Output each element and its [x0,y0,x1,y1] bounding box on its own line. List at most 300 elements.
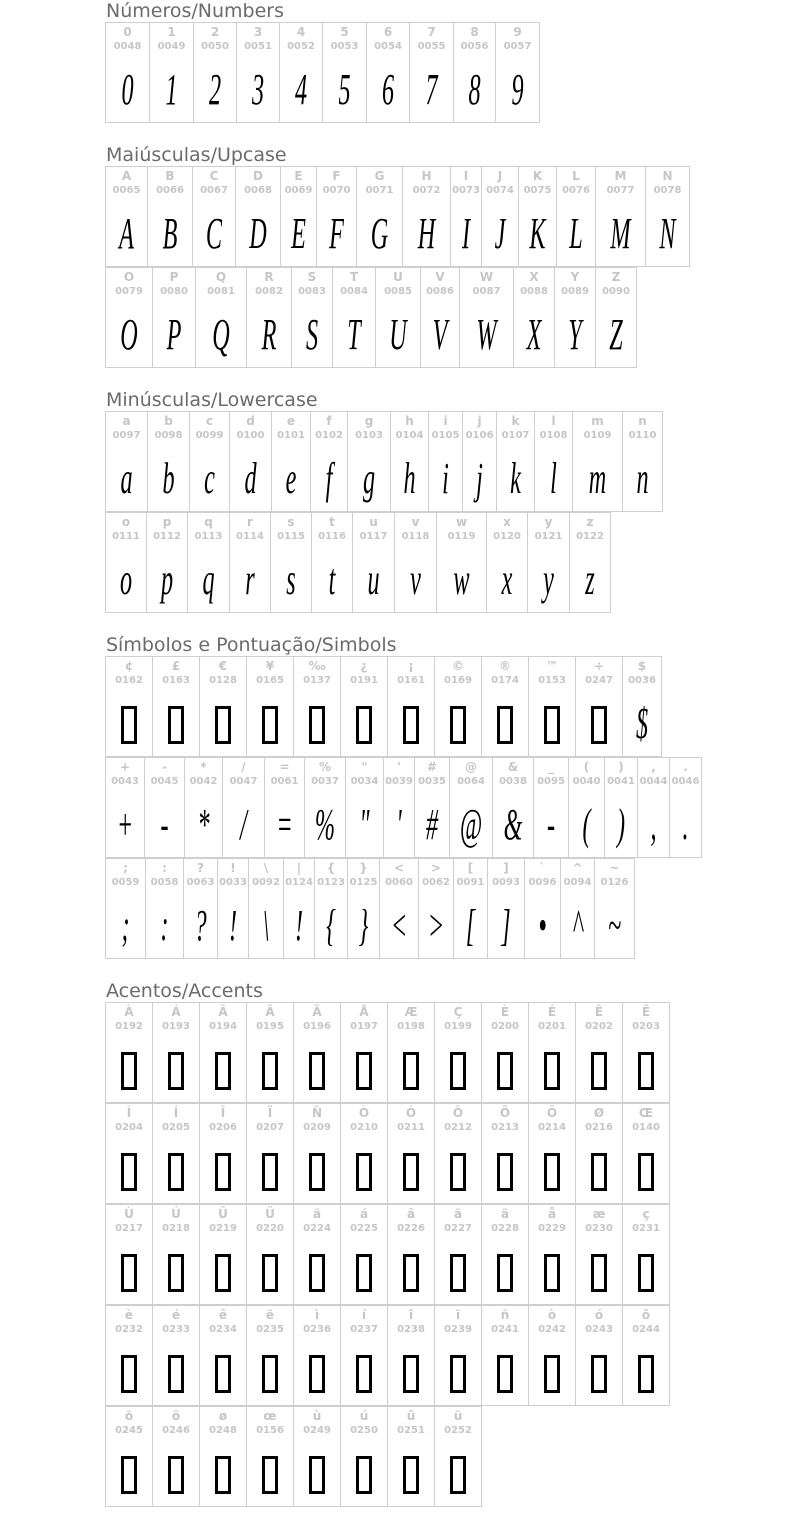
glyph-sample: 9 [511,65,524,114]
glyph-cell [199,1204,247,1305]
character-code: 0072 [412,185,441,196]
missing-glyph-box [153,1243,199,1301]
character-label: © [452,659,464,673]
glyph-cell [293,1204,341,1305]
character-label: v [411,515,420,529]
notdef-box [215,1153,231,1191]
character-label: Â [218,1005,228,1019]
glyph-sample: < [390,901,408,950]
glyph-sample: R [261,310,277,359]
glyph-cell [622,1305,670,1406]
character-code: 0036 [628,675,656,686]
character-code: 0116 [318,531,346,542]
glyph-row [105,656,662,757]
glyph-cell [314,858,348,959]
character-label: õ [124,1409,134,1423]
glyph-sample: > [427,901,445,950]
character-label: j [477,414,482,428]
glyph-sample: t [328,555,336,604]
notdef-box [262,1355,278,1393]
glyph-cell [387,1103,435,1204]
glyph-sample: J [494,209,506,258]
character-label: m [591,414,604,428]
character-label: Œ [638,1106,653,1120]
notdef-box [215,1254,231,1292]
glyph-cell [105,512,147,613]
notdef-box [591,1355,607,1393]
notdef-box [309,706,325,744]
glyph-sample: ' [396,800,402,849]
character-code: 0205 [162,1122,190,1133]
character-label: o [121,515,131,529]
glyph-sample: c [204,454,215,503]
glyph-sample: 7 [425,65,438,114]
glyph-sample: H [417,209,436,258]
notdef-box [497,1052,513,1090]
missing-glyph-box [529,1243,575,1301]
glyph-sample: ^ [572,901,583,950]
notdef-box [309,1254,325,1292]
character-label: G [374,169,385,183]
character-code: 0105 [431,430,460,441]
glyph-sample: X [526,310,542,359]
glyph-sample: / [240,800,247,849]
section-title-minusculas-lowercase: Minúsculas/Lowercase [106,389,318,411]
glyph-sample: y [543,555,554,604]
character-label: ! [230,861,236,875]
glyph-cell [152,656,200,757]
glyph-sample: D [249,209,267,258]
character-label: Ä [312,1005,322,1019]
character-code: 0140 [632,1122,660,1133]
character-label: Ù [124,1207,134,1221]
character-label: Y [570,270,580,284]
glyph-sample: G [370,209,389,258]
glyph-cell [149,22,194,123]
glyph-sample: S [305,310,319,359]
character-code: 0053 [330,41,359,52]
character-code: 0109 [583,430,612,441]
character-label: L [572,169,580,183]
glyph-cell [311,512,353,613]
glyph-sample: ) [616,800,626,849]
glyph-sample: B [162,209,178,258]
glyph-cell [345,757,384,858]
character-label: ™ [546,659,558,673]
notdef-box [121,706,137,744]
character-code: 0229 [538,1223,566,1234]
glyph-cell [264,757,305,858]
notdef-box [403,1254,419,1292]
glyph-sample: 6 [381,65,395,114]
missing-glyph-box [435,1142,481,1200]
glyph-sample: j [476,454,483,503]
character-code: 0234 [209,1324,237,1335]
missing-glyph-box [200,1243,246,1301]
character-label: Ë [641,1005,651,1019]
notdef-box [403,1456,419,1494]
character-code: 0218 [162,1223,190,1234]
notdef-box [450,1052,466,1090]
glyph-sample: @ [459,800,483,849]
character-label: < [393,861,405,875]
character-code: 0232 [115,1324,143,1335]
notdef-box [591,706,607,744]
notdef-box [591,1153,607,1191]
character-label: r [247,515,253,529]
character-label: 5 [340,25,349,39]
glyph-cell [434,1002,482,1103]
character-label: Å [359,1005,369,1019]
glyph-sample: " [359,800,370,849]
glyph-row [105,1002,670,1103]
character-code: 0034 [350,776,379,787]
character-label: , [651,760,656,774]
missing-glyph-box [200,1344,246,1402]
glyph-cell [556,166,596,267]
character-label: ù [312,1409,322,1423]
glyph-cell [105,1305,153,1406]
glyph-sample: = [276,800,293,849]
notdef-box [262,1052,278,1090]
glyph-sample: \ [262,901,270,950]
character-label: [ [467,861,474,875]
glyph-cell [145,858,184,959]
glyph-cell [622,1002,670,1103]
character-code: 0209 [303,1122,331,1133]
glyph-cell [293,1305,341,1406]
character-label: 4 [296,25,306,39]
character-label: M [614,169,627,183]
glyph-sample: A [119,209,134,258]
missing-glyph-box [341,1142,387,1200]
character-code: 0038 [499,776,527,787]
glyph-sample: F [329,209,344,258]
missing-glyph-box [482,1142,528,1200]
character-code: 0077 [606,185,635,196]
section-title-maiusculas-upcase: Maiúsculas/Upcase [106,144,287,166]
character-label: ? [197,861,204,875]
character-code: 0087 [472,286,501,297]
glyph-sample: 2 [208,65,222,114]
character-label: \ [263,861,269,875]
notdef-box [638,1153,654,1191]
character-label: A [121,169,132,183]
notdef-box [497,706,513,744]
character-code: 0153 [538,675,566,686]
character-code: 0104 [395,430,424,441]
glyph-cell [481,1204,529,1305]
glyph-cell [152,1204,200,1305]
character-code: 0089 [561,286,589,297]
character-label: _ [548,760,554,774]
character-label: ^ [572,861,583,875]
character-code: 0248 [209,1425,237,1436]
glyph-cell [152,1002,200,1103]
character-label: J [497,169,503,183]
glyph-cell [105,267,153,368]
glyph-sample: m [588,454,607,503]
character-code: 0118 [401,531,430,542]
character-code: 0239 [444,1324,472,1335]
character-code: 0106 [465,430,494,441]
glyph-cell [105,411,148,512]
character-code: 0066 [156,185,184,196]
glyph-sample: : [160,901,169,950]
character-code: 0046 [671,776,700,787]
notdef-box [215,706,231,744]
character-code: 0043 [111,776,139,787]
character-label: ~ [609,861,620,875]
character-label: u [369,515,378,529]
character-code: 0100 [236,430,265,441]
glyph-sample: T [347,310,361,359]
notdef-box [450,1456,466,1494]
notdef-box [497,1153,513,1191]
character-label: R [264,270,274,284]
character-label: 7 [427,25,436,39]
notdef-box [544,1254,560,1292]
glyph-sample: 4 [294,65,308,114]
missing-glyph-box [153,1041,199,1099]
glyph-cell [248,858,284,959]
glyph-cell [434,1103,482,1204]
glyph-sample: , [650,800,657,849]
notdef-box [591,1254,607,1292]
glyph-cell [340,1204,388,1305]
character-code: 0094 [563,877,592,888]
character-code: 0117 [359,531,388,542]
character-code: 0236 [303,1324,331,1335]
character-label: P [169,270,179,284]
glyph-cell [481,1002,529,1103]
character-label: Ø [593,1106,605,1120]
glyph-sample: U [389,310,407,359]
glyph-cell [462,411,497,512]
glyph-cell [459,267,514,368]
character-label: - [162,760,167,774]
character-label: h [405,414,414,428]
notdef-box [450,1254,466,1292]
character-label: ú [359,1409,369,1423]
glyph-sample: P [166,310,182,359]
character-label: H [421,169,432,183]
character-label: ê [218,1308,228,1322]
character-code: 0051 [244,41,272,52]
glyph-sample: I [461,209,471,258]
character-label: À [124,1005,134,1019]
glyph-cell [622,411,663,512]
character-code: 0220 [256,1223,284,1234]
glyph-sample: h [403,454,416,503]
character-code: 0039 [385,776,413,787]
character-code: 0198 [397,1021,425,1032]
glyph-cell [105,656,153,757]
missing-glyph-box [247,1243,293,1301]
character-code: 0059 [111,877,140,888]
character-label: ] [503,861,509,875]
missing-glyph-box [341,1243,387,1301]
missing-glyph-box [529,695,575,753]
missing-glyph-box [294,1041,340,1099]
glyph-sample: f [325,454,333,503]
character-code: 0098 [154,430,183,441]
glyph-cell [453,858,488,959]
character-label: ò [547,1308,557,1322]
glyph-cell [645,166,690,267]
notdef-box [309,1456,325,1494]
character-label: € [218,659,228,673]
notdef-box [403,1052,419,1090]
character-code: 0076 [562,185,590,196]
notdef-box [121,1153,137,1191]
missing-glyph-box [200,1445,246,1503]
glyph-cell [487,858,525,959]
glyph-cell [279,22,323,123]
notdef-box [309,1052,325,1090]
character-code: 0099 [195,430,224,441]
glyph-sample: L [569,209,583,258]
glyph-sample: d [244,454,257,503]
glyph-sample: p [160,555,174,604]
character-code: 0107 [501,430,530,441]
missing-glyph-box [153,1142,199,1200]
character-code: 0044 [639,776,668,787]
character-code: 0195 [256,1021,284,1032]
glyph-cell [528,1002,576,1103]
character-label: ¢ [124,659,134,673]
character-label: C [209,169,219,183]
glyph-sample: Y [568,310,582,359]
notdef-box [168,1052,184,1090]
glyph-sample: b [162,454,175,503]
character-label: / [241,760,246,774]
glyph-cell [366,22,410,123]
character-label: O [123,270,135,284]
missing-glyph-box [153,1344,199,1402]
notdef-box [356,1052,372,1090]
character-code: 0194 [209,1021,237,1032]
character-label: Ô [452,1106,464,1120]
glyph-cell [414,757,450,858]
character-label: } [359,861,368,875]
character-label: ø [218,1409,228,1423]
missing-glyph-box [341,695,387,753]
character-label: Î [220,1106,226,1120]
notdef-box [544,1052,560,1090]
character-label: Á [171,1005,181,1019]
character-label: Õ [499,1106,511,1120]
missing-glyph-box [623,1344,669,1402]
glyph-cell [575,1103,623,1204]
missing-glyph-box [529,1142,575,1200]
character-code: 0064 [457,776,485,787]
character-code: 0110 [628,430,657,441]
notdef-box [403,706,419,744]
glyph-cell [594,858,635,959]
glyph-sample: v [410,555,421,604]
character-code: 0201 [538,1021,566,1032]
glyph-sample: r [245,555,255,604]
character-code: 0197 [350,1021,378,1032]
notdef-box [403,1355,419,1393]
missing-glyph-box [482,1243,528,1301]
character-code: 0228 [491,1223,519,1234]
missing-glyph-box [106,1243,152,1301]
character-code: 0060 [385,877,413,888]
glyph-sample: - [546,800,556,849]
missing-glyph-box [388,1142,434,1200]
glyph-cell [569,512,611,613]
glyph-cell [375,267,421,368]
glyph-cell [152,1406,200,1507]
character-label: ó [594,1308,604,1322]
notdef-box [356,1456,372,1494]
missing-glyph-box [153,695,199,753]
missing-glyph-box [200,1142,246,1200]
character-code: 0041 [607,776,635,787]
character-code: 0102 [315,430,343,441]
character-label: . [683,760,688,774]
glyph-cell [481,1103,529,1204]
notdef-box [356,1153,372,1191]
glyph-cell [533,757,569,858]
character-code: 0219 [209,1223,237,1234]
glyph-cell [518,166,557,267]
character-code: 0035 [418,776,446,787]
character-label: 6 [383,25,393,39]
character-code: 0078 [653,185,682,196]
missing-glyph-box [435,695,481,753]
character-code: 0069 [284,185,313,196]
character-label: Ò [358,1106,370,1120]
character-code: 0071 [365,185,394,196]
glyph-cell [271,411,311,512]
character-label: ¿ [360,659,368,673]
missing-glyph-box [341,1041,387,1099]
glyph-cell [453,22,496,123]
character-label: Û [218,1207,228,1221]
glyph-sample: ] [501,901,511,950]
notdef-box [544,706,560,744]
character-label: K [532,169,543,183]
character-label: S [307,270,317,284]
notdef-box [262,1254,278,1292]
glyph-cell [604,757,638,858]
glyph-cell [418,858,454,959]
character-label: î [408,1308,414,1322]
character-label: é [171,1308,181,1322]
missing-glyph-box [294,1344,340,1402]
character-label: œ [263,1409,277,1423]
glyph-cell [434,1204,482,1305]
character-code: 0052 [287,41,315,52]
glyph-cell [486,512,528,613]
glyph-sample: Z [609,310,623,359]
character-label: ô [641,1308,651,1322]
character-label: ‰ [308,659,326,673]
character-label: ç [642,1207,650,1221]
missing-glyph-box [106,1445,152,1503]
glyph-cell [434,1305,482,1406]
glyph-row [105,1406,482,1507]
character-code: 0061 [270,776,299,787]
character-label: : [162,861,167,875]
glyph-sample: [ [465,901,476,950]
notdef-box [168,1254,184,1292]
glyph-cell [481,656,529,757]
glyph-sample: # [425,800,439,849]
